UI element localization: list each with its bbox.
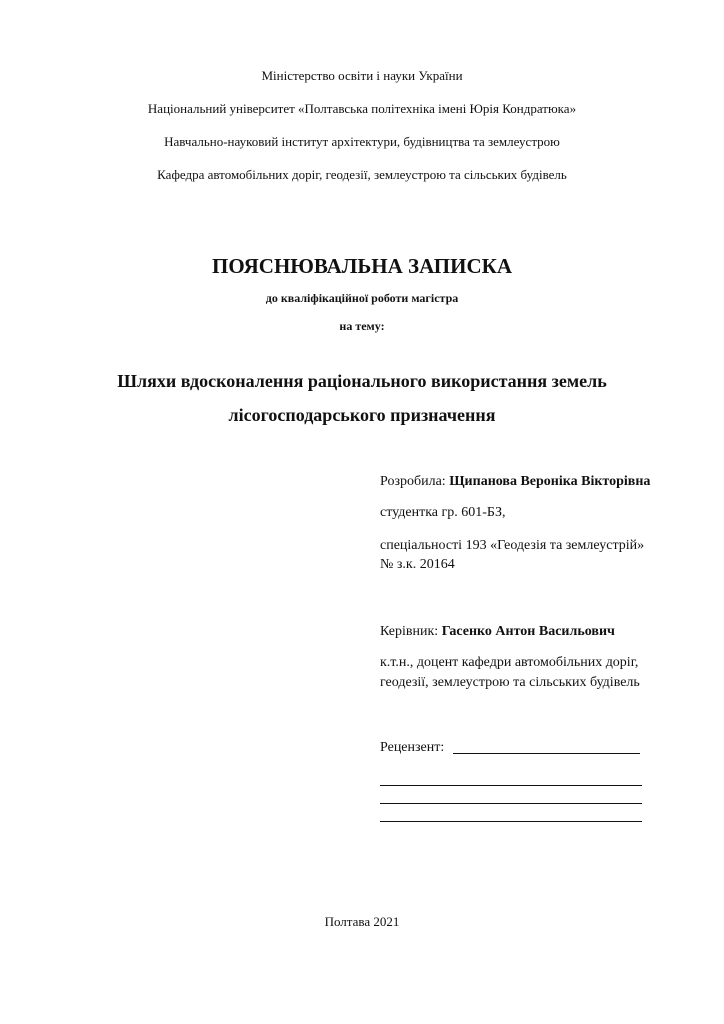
document-title: ПОЯСНЮВАЛЬНА ЗАПИСКА: [211, 254, 513, 278]
author-group: студентка гр. 601-БЗ,: [380, 505, 506, 520]
supervisor-label: Керівник:: [380, 624, 439, 639]
university-line: Національний університет «Полтавська політехніка імені Юрія Кондратюка»: [147, 101, 577, 116]
supervisor-line: [380, 624, 615, 640]
supervisor-position-2: геодезії, землеустрою та сільських будівель: [380, 675, 640, 690]
topic-line-1: Шляхи вдосконалення раціонального використання земель: [117, 371, 607, 391]
department-line: Кафедра автомобільних доріг, геодезії, землеустрою та сільських будівель: [157, 167, 567, 182]
topic-line-2: лісогосподарського призначення: [228, 405, 496, 425]
author-specialty: спеціальності 193 «Геодезія та землеустрій»: [380, 538, 645, 553]
author-line: [380, 474, 650, 490]
author-label: Розробила:: [380, 474, 446, 489]
document-subtitle: до кваліфікаційної роботи магістра: [265, 291, 459, 305]
reviewer-line-2: [380, 803, 642, 804]
author-record: № з.к. 20164: [380, 557, 455, 572]
topic-label: на тему:: [339, 319, 385, 333]
reviewer-label: Рецензент:: [380, 740, 445, 755]
reviewer-name-line: [453, 753, 640, 754]
ministry-line: Міністерство освіти і науки України: [261, 68, 463, 83]
supervisor-position-1: к.т.н., доцент кафедри автомобільних доріг,: [380, 655, 639, 670]
reviewer-line-3: [380, 821, 642, 822]
supervisor-name: Гасенко Антон Васильович: [441, 624, 615, 639]
place-year: Полтава 2021: [324, 914, 400, 929]
author-name: Щипанова Вероніка Вікторівна: [449, 474, 651, 489]
institute-line: Навчально-науковий інститут архітектури, будівництва та землеустрою: [164, 134, 560, 149]
reviewer-line-1: [380, 785, 642, 786]
